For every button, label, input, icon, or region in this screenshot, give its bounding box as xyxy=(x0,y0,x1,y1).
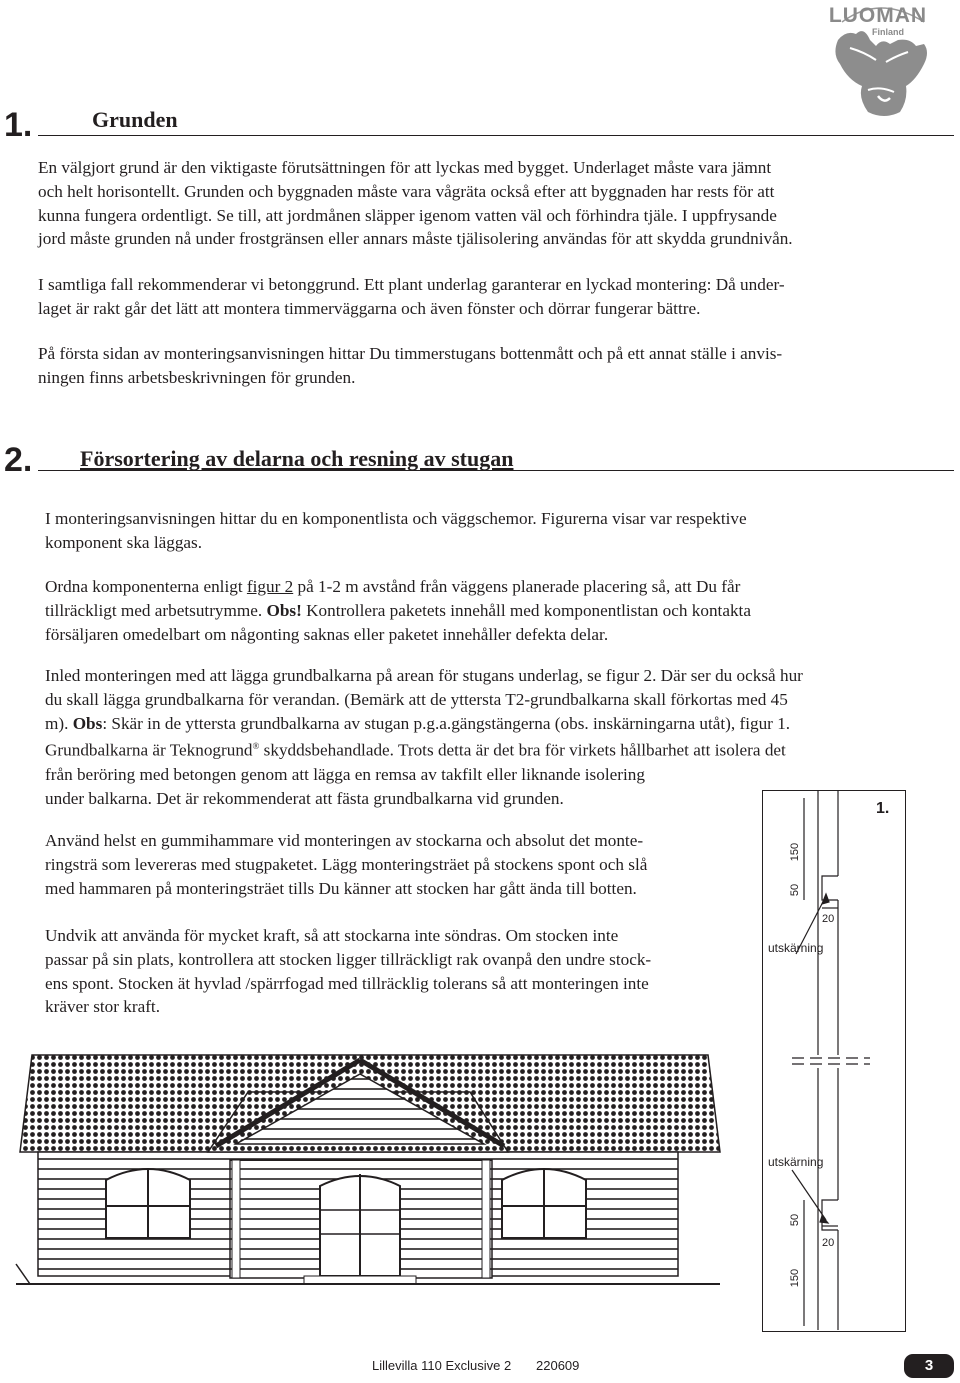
section-2-title: Försortering av delarna och resning av stugan xyxy=(80,446,514,471)
obs-label: Obs! xyxy=(266,600,302,620)
section-1-title: Grunden xyxy=(92,107,178,132)
text-line xyxy=(45,599,915,623)
logo-country: Finland xyxy=(872,27,904,37)
figure-1-drawing xyxy=(762,790,904,1330)
section-2-para-4 xyxy=(45,829,745,900)
fig-dim: 150 xyxy=(789,842,801,862)
luoman-logo xyxy=(820,0,940,120)
text-line: passar på sin plats, kontrollera att stocken ligger tillräckligt rak ovanpå den undre stock- xyxy=(45,949,652,969)
page-number: 3 xyxy=(904,1354,954,1378)
text: : Skär in de yttersta grundbalkarna av stugan p.g.a.gängstängerna (obs. inskärningarna utåt), figur 1. xyxy=(102,713,791,733)
text-line: komponent ska läggas. xyxy=(45,532,203,552)
logo-brand: LUOMAN xyxy=(828,4,928,27)
text-line: du skall lägga grundbalkarna för verandan. (Bemärk att de yttersta T2-grundbalkarna skall förkortas med 45 xyxy=(45,689,788,709)
text: m). xyxy=(45,713,73,733)
text: Grundbalkarna är Teknogrund xyxy=(45,741,253,761)
text-line: försäljaren omedelbart om någonting saknas eller paketet innehåller defekta delar. xyxy=(45,624,609,644)
text-line: laget är rakt går det lätt att montera timmerväggarna och även fönster och dörrar fungerar bättre. xyxy=(38,298,701,318)
text-line xyxy=(45,712,925,736)
text-line: ningen finns arbetsbeskrivningen för grunden. xyxy=(38,367,356,387)
section-1-rule xyxy=(38,135,954,136)
section-1-para-3 xyxy=(38,342,918,390)
text-line: kunna fungera ordentligt. Se till, att jordmånen släpper igenom vatten väl och förhindra tjäle. I uppfrysande xyxy=(38,205,777,225)
text-line: En välgjort grund är den viktigaste förutsättningen för att lyckas med bygget. Underlaget måste vara jämnt xyxy=(38,158,772,177)
text: tillräckligt med arbetsutrymme. xyxy=(45,600,267,620)
text-line: ringsträ som levereras med stugpaketet. Lägg monteringsträet på stockens spont och slå xyxy=(45,854,648,874)
section-2-para-5 xyxy=(45,924,745,1019)
text-line: Undvik att använda för mycket kraft, så att stockarna inte söndras. Om stocken inte xyxy=(45,926,619,945)
fig-dim: 50 xyxy=(789,1213,801,1227)
text-line: I monteringsanvisningen hittar du en komponentlista och väggschemor. Figurerna visar var respektive xyxy=(45,509,747,528)
text-line: från beröring med betongen genom att lägga en remsa av takfilt eller liknande isolering xyxy=(45,764,645,784)
footer-code: 220609 xyxy=(536,1358,580,1373)
text: skyddsbehandlade. Trots detta är det bra för virkets hållbarhet att isolera det xyxy=(259,741,786,761)
fig-label: utskärning xyxy=(768,1155,824,1169)
fig-label: utskärning xyxy=(768,941,824,955)
fig-dim: 150 xyxy=(789,1268,801,1288)
figure-2-link[interactable]: figur 2 xyxy=(246,577,294,596)
obs-label: Obs xyxy=(72,713,103,733)
text-line xyxy=(45,575,915,599)
section-2-para-2 xyxy=(45,575,915,646)
section-2-para-3 xyxy=(45,664,925,811)
text-line: På första sidan av monteringsanvisningen hittar Du timmerstugans bottenmått och på ett annat ställe i anvis- xyxy=(38,344,783,363)
section-1-para-2 xyxy=(38,273,918,321)
section-1-para-1 xyxy=(38,156,918,251)
text-line: Använd helst en gummihammare vid monteringen av stockarna och absolut det monte- xyxy=(45,831,644,850)
fig-dim: 20 xyxy=(822,913,835,925)
text-line: jord måste grunden nå under frostgränsen eller annars måste tjälisolering användas för att skydda grundnivån. xyxy=(38,229,793,249)
text-line: Inled monteringen med att lägga grundbalkarna på arean för stugans underlag, se figur 2. Där ser du också hur xyxy=(45,666,803,685)
registered-mark: ® xyxy=(252,741,260,752)
figure-1-number: 1. xyxy=(876,800,890,817)
house-illustration xyxy=(8,1040,728,1300)
section-2-para-1 xyxy=(45,507,915,555)
text-line xyxy=(45,735,925,763)
section-2-number: 2. xyxy=(4,441,33,479)
text-line: kräver stor kraft. xyxy=(45,997,161,1017)
text-line: ens spont. Stocken ät hyvlad /spärrfogad med tillräcklig tolerans så att monteringen inte xyxy=(45,973,649,993)
text: Kontrollera paketets innehåll med komponentlistan och kontakta xyxy=(301,600,751,620)
section-2-rule xyxy=(38,470,954,471)
fig-dim: 20 xyxy=(822,1237,835,1249)
text: på 1-2 m avstånd från väggens planerade placering så, att Du får xyxy=(293,577,741,596)
text-line: I samtliga fall rekommenderar vi betonggrund. Ett plant underlag garanterar en lyckad montering: Då under- xyxy=(38,275,785,294)
text-line: med hammaren på monteringsträet tills Du känner att stocken har gått ända till botten. xyxy=(45,878,637,898)
section-1-number: 1. xyxy=(4,106,33,144)
footer-model: Lillevilla 110 Exclusive 2 xyxy=(372,1358,512,1373)
text: Ordna komponenterna enligt xyxy=(45,577,247,596)
text-line: under balkarna. Det är rekommenderat att fästa grundbalkarna vid grunden. xyxy=(45,788,564,808)
text-line: och helt horisontellt. Grunden och byggnaden måste vara vågräta också efter att byggnaden har rests för att xyxy=(38,181,775,201)
fig-dim: 50 xyxy=(789,883,801,897)
